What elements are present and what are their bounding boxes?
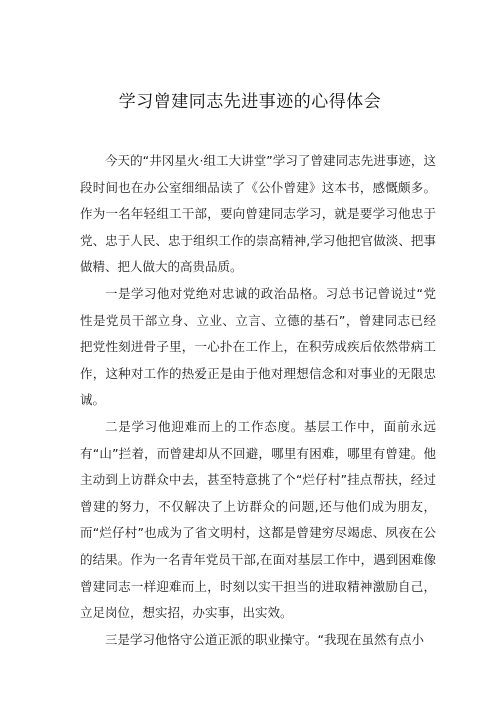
paragraph-point-three: 三是学习他恪守公道正派的职业操守。“我现在虽然有点小 xyxy=(105,631,424,647)
document-title: 学习曾建同志先进事迹的心得体会 xyxy=(118,92,382,112)
paragraph-point-one: 一是学习他对党绝对忠诚的政治品格。习总书记曾说过“党性是党员干部立身、立业、立言、立德的基石”，曾建同志已经把党性刻进骨子里，一心扑在工作上，在积劳成疾后依然带病工作，这种对工作的热爱正是由于他对理想信念和对事业的无限忠诚。 xyxy=(80,285,436,408)
document-body xyxy=(80,148,436,653)
paragraph-point-two: 二是学习他迎难而上的工作态度。基层工作中，面前永远有“山”拦着，而曾建却从不回避，哪里有困难，哪里有曾建。他主动到上访群众中去，甚至特意挑了个“烂仔村”挂点帮扶，经过曾建的努力，不仅解决了上访群众的问题,还与他们成为朋友，而“烂仔村”也成为了省文明村，这都是曾建穷尽竭虑、夙夜在公的结果。作为一名青年党员干部,在面对基层工作中，遇到困难像曾建同志一样迎难而上，时刻以实干担当的进取精神激励自己，立足岗位，想实招，办实事，出实效。 xyxy=(80,418,436,621)
paragraph-intro: 今天的“井冈星火·组工大讲堂”学习了曾建同志先进事迹，这段时间也在办公室细细品读了《公仆曾建》这本书，感慨颇多。作为一名年轻组工干部，要向曾建同志学习，就是要学习他忠于党、忠于人民、忠于组织工作的崇高精神,学习他把官做淡、把事做精、把人做大的高贵品质。 xyxy=(80,153,436,275)
